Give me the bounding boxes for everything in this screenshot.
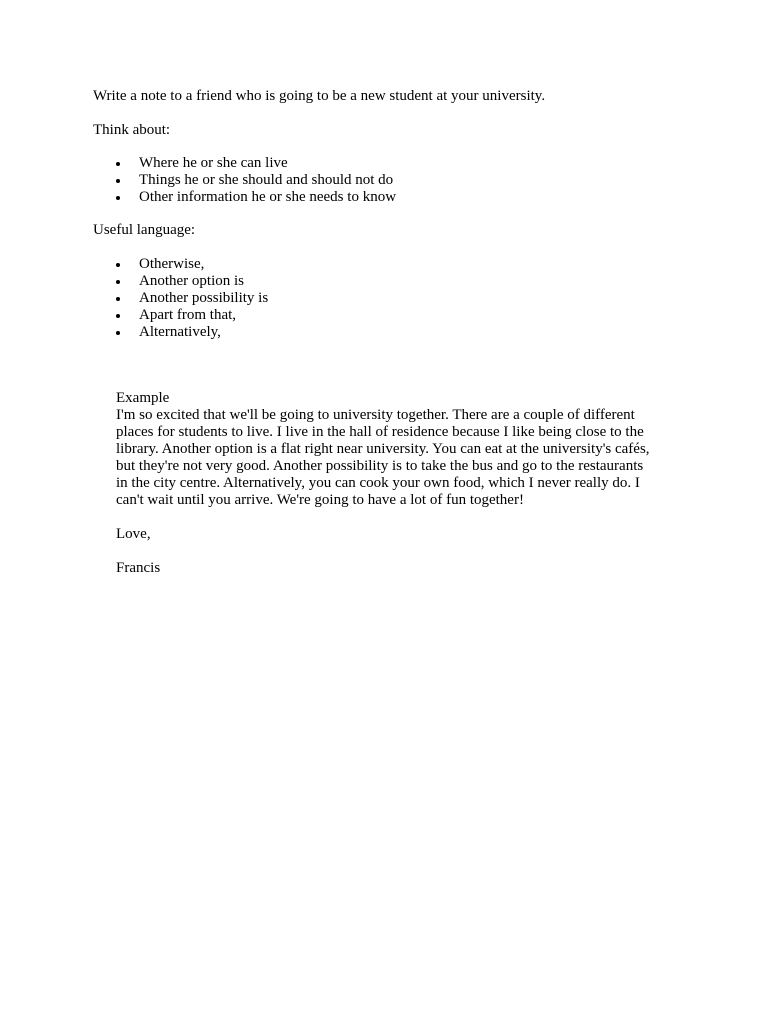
list-item-text: Another option is [139,273,244,289]
example-line: library. Another option is a flat right near university. You can eat at the university's cafés, [116,441,650,457]
useful-language-heading: Useful language: [93,222,196,238]
list-item [93,324,268,341]
bullet-icon [116,314,120,318]
bullet-icon [116,196,120,200]
example-line: in the city centre. Alternatively, you can cook your own food, which I never really do. I [116,475,640,491]
list-item [93,155,396,172]
bullet-icon [116,179,120,183]
useful-language-list [93,256,268,341]
list-item [93,172,396,189]
example-line: I'm so excited that we'll be going to university together. There are a couple of different [116,407,635,423]
bullet-icon [116,331,120,335]
signature: Francis [116,560,161,576]
bullet-icon [116,297,120,301]
example-line: places for students to live. I live in the hall of residence because I like being close to the [116,424,644,440]
list-item-text: Things he or she should and should not do [139,172,394,188]
example-title: Example [116,390,170,406]
example-body [116,407,676,509]
example-line: but they're not very good. Another possibility is to take the bus and go to the restaurants [116,458,644,474]
list-item [93,273,268,290]
list-item-text: Where he or she can live [139,155,288,171]
list-item-text: Another possibility is [139,290,269,306]
list-item-text: Otherwise, [139,256,205,272]
think-about-list [93,155,396,206]
think-about-heading: Think about: [93,122,171,138]
bullet-icon [116,263,120,267]
list-item-text: Alternatively, [139,324,221,340]
example-line: can't wait until you arrive. We're going to have a lot of fun together! [116,492,524,508]
list-item [93,189,396,206]
list-item-text: Apart from that, [139,307,237,323]
list-item-text: Other information he or she needs to know [139,189,397,205]
example-section [116,390,676,577]
signoff: Love, [116,526,151,542]
list-item [93,290,268,307]
list-item [93,307,268,324]
bullet-icon [116,162,120,166]
bullet-icon [116,280,120,284]
task-prompt: Write a note to a friend who is going to be a new student at your university. [93,88,546,104]
list-item [93,256,268,273]
